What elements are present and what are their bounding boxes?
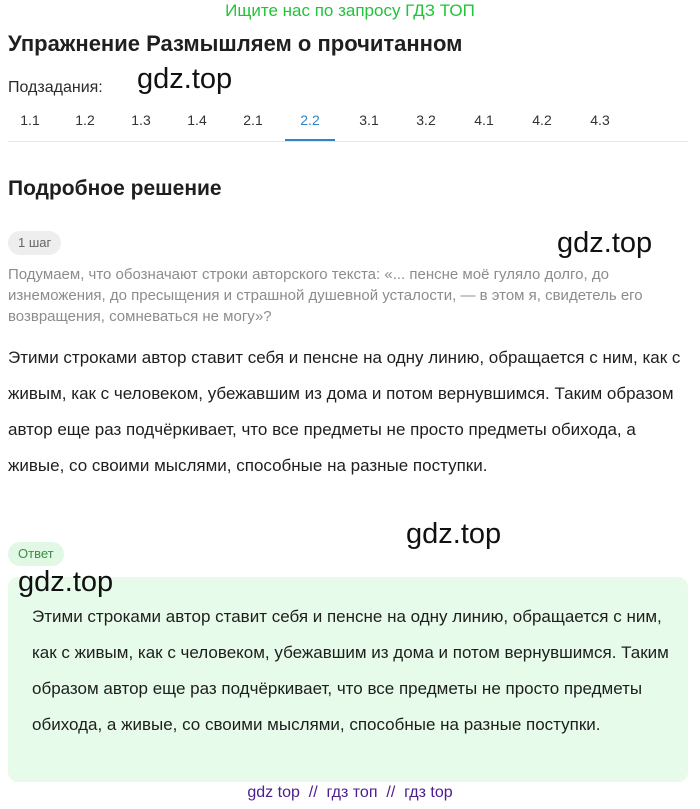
tab-2-2[interactable]: 2.2 xyxy=(285,104,335,141)
tab-1-3[interactable]: 1.3 xyxy=(131,112,151,128)
tab-4-3[interactable]: 4.3 xyxy=(590,112,610,128)
subtasks-label: Подзадания: xyxy=(8,79,103,96)
tab-4-1[interactable]: 4.1 xyxy=(474,112,494,128)
watermark: gdz.top xyxy=(557,227,653,259)
tab-3-2[interactable]: 3.2 xyxy=(416,112,436,128)
solution-text: Этими строками автор ставит себя и пенсне на одну линию, обращается с ним, как с живым, как с человеком, убежавшим из дома и потом вернувшимся. Таким образом автор еще раз подчёркивает, что все предметы не просто предметы обихода, а живые, со своими мыслями, способные на разные поступки. xyxy=(8,348,681,475)
tab-1-4[interactable]: 1.4 xyxy=(187,112,207,128)
tab-4-2[interactable]: 4.2 xyxy=(532,112,552,128)
step-badge: 1 шаг xyxy=(8,231,61,255)
tab-3-1[interactable]: 3.1 xyxy=(359,112,379,128)
watermark: gdz.top xyxy=(18,566,114,598)
watermark: gdz.top xyxy=(137,63,233,95)
footer-links[interactable]: gdz top // гдз топ // гдз top xyxy=(247,784,453,801)
answer-text: Этими строками автор ставит себя и пенсне на одну линию, обращается с ним, как с живым, как с человеком, убежавшим из дома и потом вернувшимся. Таким образом автор еще раз подчёркивает, что все предметы не просто предметы обихода, а живые, со своими мыслями, способные на разные поступки. xyxy=(32,607,669,734)
answer-badge: Ответ xyxy=(8,542,64,566)
tab-1-1[interactable]: 1.1 xyxy=(20,112,40,128)
tab-2-1[interactable]: 2.1 xyxy=(243,112,263,128)
tab-1-2[interactable]: 1.2 xyxy=(75,112,95,128)
watermark: gdz.top xyxy=(406,518,502,550)
solution-heading: Подробное решение xyxy=(8,177,222,200)
subtask-tabs xyxy=(8,104,688,142)
question-text: Подумаем, что обозначают строки авторского текста: «... пенсне моё гуляло долго, до изнеможения, до пресыщения и страшной душевной усталости, — в этом я, свидетель его возвращения, сомневаться не могу»? xyxy=(8,266,643,325)
promo-banner[interactable]: Ищите нас по запросу ГДЗ ТОП xyxy=(225,1,475,20)
page-title: Упражнение Размышляем о прочитанном xyxy=(8,31,463,56)
